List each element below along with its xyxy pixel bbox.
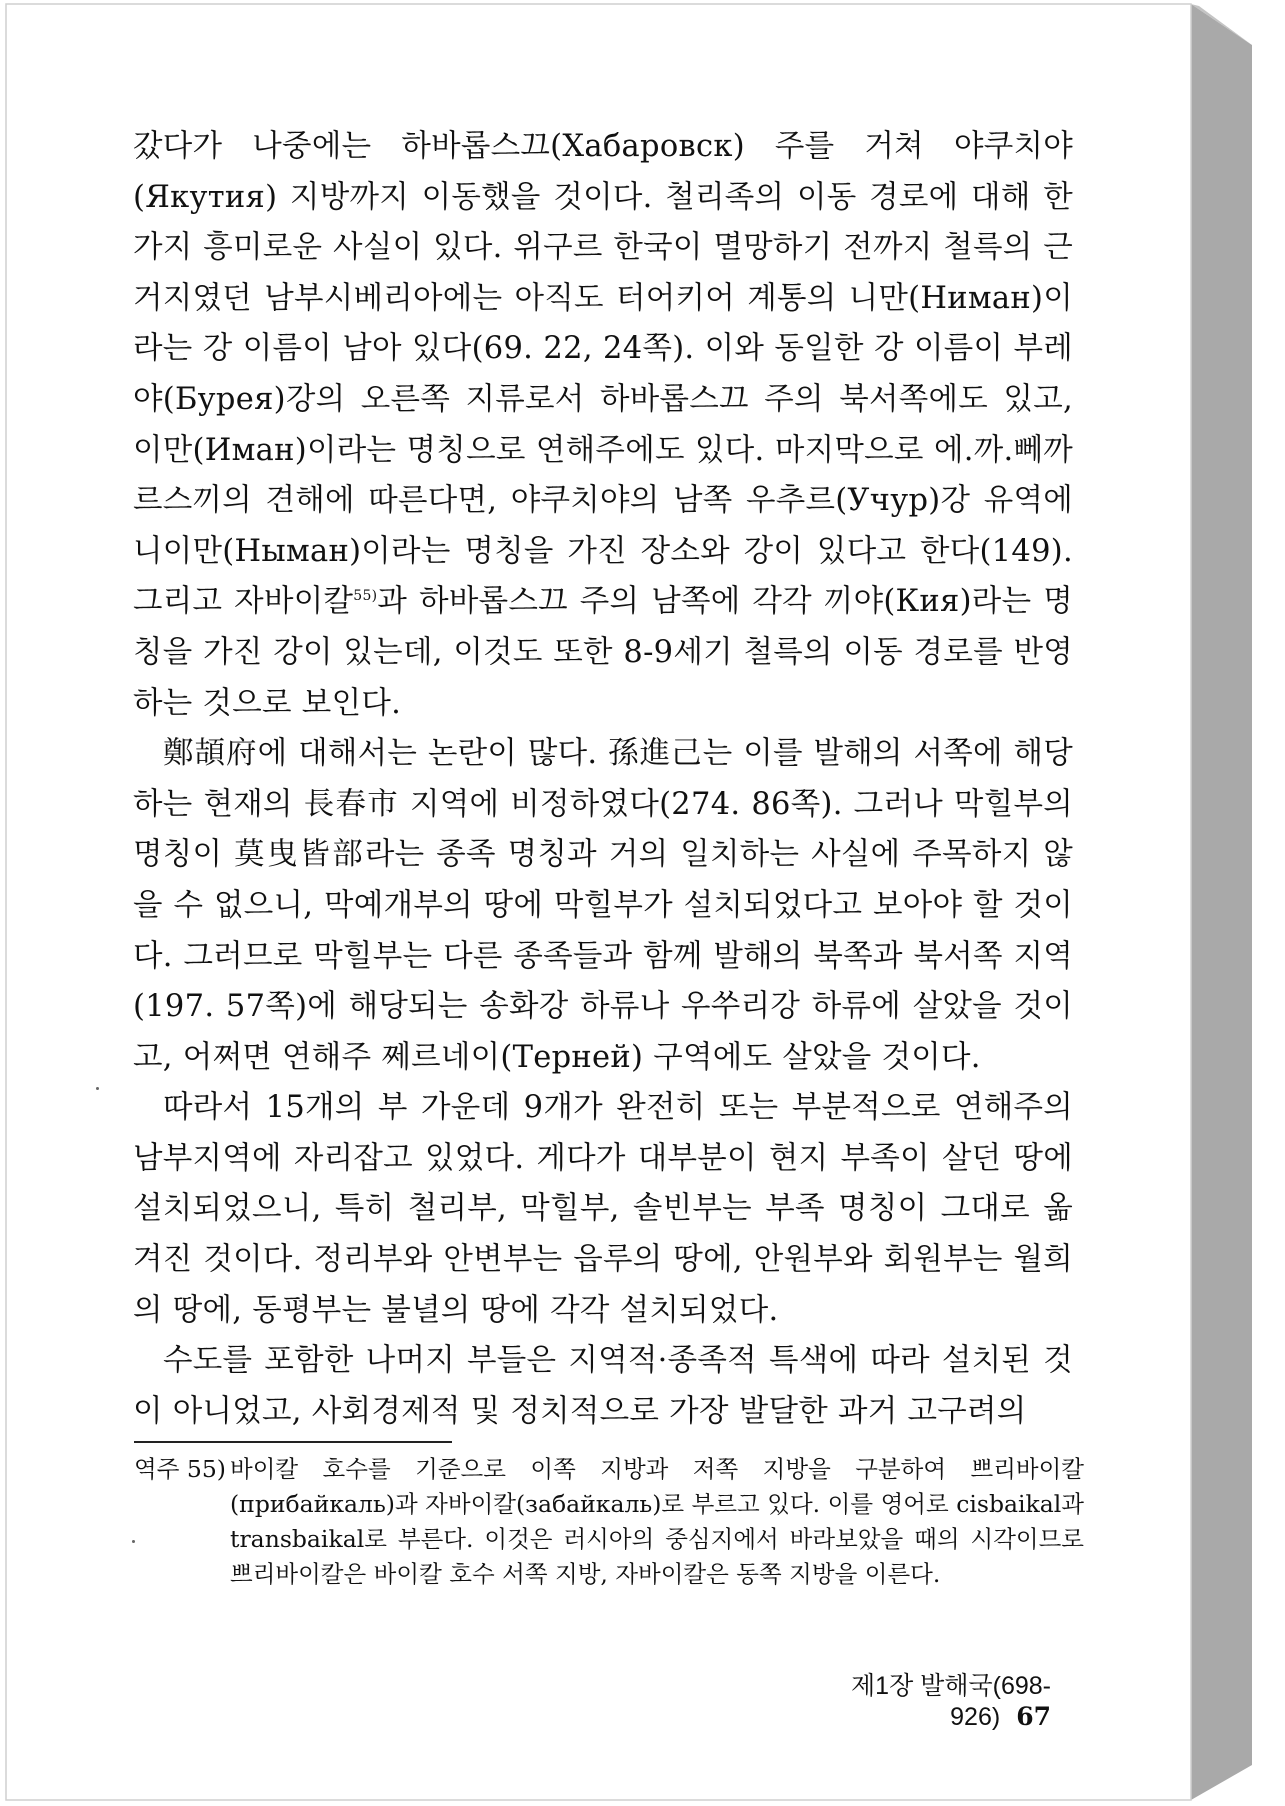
paragraph-4: 수도를 포함한 나머지 부들은 지역적·종족적 특색에 따라 설치된 것이 아니었고, 사회경제적 및 정치적으로 가장 발달한 과거 고구려의 — [133, 1343, 1073, 1429]
footnote — [134, 1452, 1084, 1592]
paragraph-1 — [133, 122, 1073, 729]
footnote-divider — [134, 1441, 452, 1443]
footnote-label: 역주 55) — [134, 1455, 226, 1483]
paragraph-3: 따라서 15개의 부 가운데 9개가 완전히 또는 부분적으로 연해주의 남부지역에 자리잡고 있었다. 게다가 대부분이 현지 부족이 살던 땅에 설치되었으니, 특히 철리부, 막힐부, 솔빈부는 부족 명칭이 그대로 옮겨진 것이다. 정리부와 안변부는 읍루의 땅에, 안원부와 회원부는 월희의 땅에, 동평부는 불녈의 땅에 각각 설치되었다. — [133, 1090, 1073, 1328]
scan-speck — [132, 1540, 135, 1543]
paragraph-1-continued: 과 하바롭스끄 주의 남쪽에 각각 끼야(Кия)라는 명칭을 가진 강이 있는데, 이것도 또한 8-9세기 철륵의 이동 경로를 반영하는 것으로 보인다. — [133, 584, 1073, 721]
footnote-marker: 55) — [353, 588, 378, 605]
document-page — [6, 4, 1191, 1800]
page-number: 67 — [1016, 1702, 1051, 1731]
footnote-text: 바이칼 호수를 기준으로 이쪽 지방과 저쪽 지방을 구분하여 쁘리바이칼(прибайкаль)과 자바이칼(забайкаль)로 부르고 있다. 이를 영어로 cisbaikal과 transbaikal로 부른다. 이것은 러시아의 중심지에서 바라보았을 때의 시각이므로 쁘리바이칼은 바이칼 호수 서쪽 지방, 자바이칼은 동쪽 지방을 이른다. — [230, 1455, 1084, 1588]
paragraph-1-text: 갔다가 나중에는 하바롭스끄(Хабаровск) 주를 거쳐 야쿠치야(Якутия) 지방까지 이동했을 것이다. 철리족의 이동 경로에 대해 한 가지 흥미로운 사실이 있다. 위구르 한국이 멸망하기 전까지 철륵의 근거지였던 남부시베리아에는 아직도 터어키어 계통의 니만(Ниман)이라는 강 이름이 남아 있다(69. 22, 24쪽). 이와 동일한 강 이름이 부레야(Бурея)강의 오른쪽 지류로서 하바롭스끄 주의 북서쪽에도 있고, 이만(Иман)이라는 명칭으로 연해주에도 있다. 마지막으로 에.까.뻬까르스끼의 견해에 따른다면, 야쿠치야의 남쪽 우추르(Учур)강 유역에 니이만(Ныман)이라는 명칭을 가진 장소와 강이 있다고 한다(149). 그리고 자바이칼 — [133, 129, 1073, 620]
running-footer: 제1장 발해국(698-926) — [851, 1672, 1051, 1731]
paragraph-2: 鄭頡府에 대해서는 논란이 많다. 孫進己는 이를 발해의 서쪽에 해당하는 현재의 長春市 지역에 비정하였다(274. 86쪽). 그러나 막힐부의 명칭이 莫曳皆部라는 종족 명칭과 거의 일치하는 사실에 주목하지 않을 수 없으니, 막예개부의 땅에 막힐부가 설치되었다고 보아야 할 것이다. 그러므로 막힐부는 다른 종족들과 함께 발해의 북쪽과 북서쪽 지역(197. 57쪽)에 해당되는 송화강 하류나 우쑤리강 하류에 살았을 것이고, 어쩌면 연해주 쩨르네이(Терней) 구역에도 살았을 것이다. — [133, 736, 1073, 1075]
page-footer — [761, 1666, 1051, 1732]
body-text — [133, 122, 1073, 1437]
scan-speck — [96, 1087, 99, 1090]
